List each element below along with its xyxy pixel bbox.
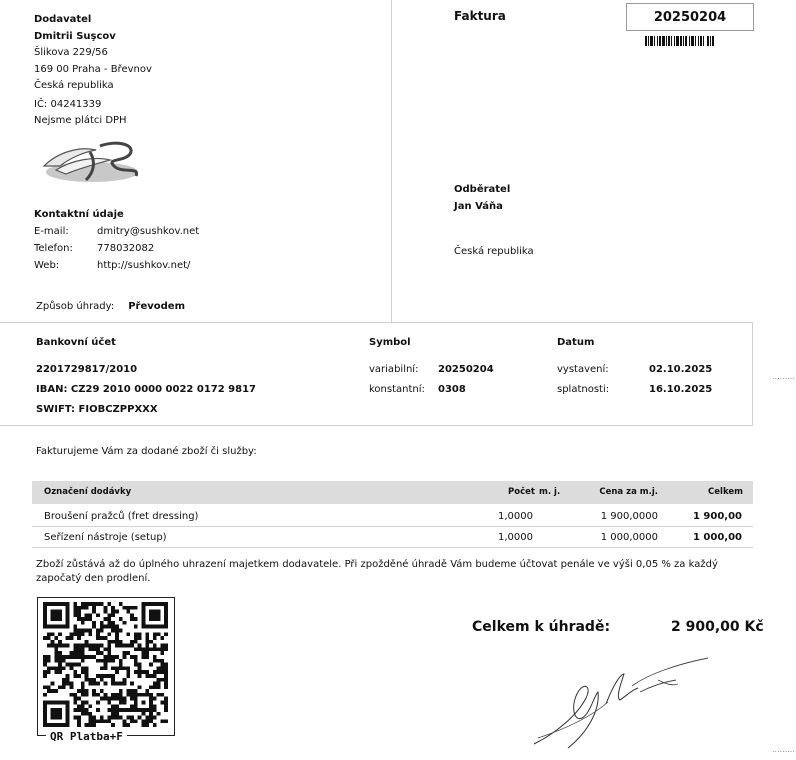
- constant-symbol: 0308: [438, 384, 466, 395]
- payment-label: Způsob úhrady:: [36, 301, 115, 312]
- row-unit-price: 1 000,0000: [600, 532, 658, 543]
- supplier-block: [34, 12, 152, 130]
- row-qty: 1,0000: [498, 511, 533, 522]
- web-label: Web:: [34, 260, 60, 271]
- symbol-heading: Symbol: [369, 337, 411, 348]
- issue-date-label: vystavení:: [557, 364, 609, 375]
- contact-phone-row: [34, 243, 154, 254]
- due-date: 16.10.2025: [649, 384, 713, 395]
- payment-method: [36, 301, 185, 312]
- variable-symbol-label: variabilní:: [369, 364, 419, 375]
- supplier-country: Česká republika: [34, 80, 114, 91]
- signature: [528, 652, 713, 752]
- ownership-note: Zboží zůstává až do úplného uhrazení majetkem dodavatele. Při zpožděné úhradě Vám budeme účtovat penále ve výši 0,05 % za každý započatý den prodlení.: [36, 559, 718, 584]
- row-total: 1 900,00: [692, 511, 742, 522]
- row-total: 1 000,00: [692, 532, 742, 543]
- issue-date: 02.10.2025: [649, 364, 713, 375]
- customer-heading: Odběratel: [454, 184, 511, 195]
- customer-country: Česká republika: [454, 246, 534, 257]
- dotted-mark: .........: [772, 372, 795, 381]
- row-item: Broušení pražců (fret dressing): [44, 511, 199, 522]
- web-value[interactable]: http://sushkov.net/: [97, 260, 191, 271]
- bank-account-column: [36, 337, 256, 420]
- phone-label: Telefon:: [34, 243, 73, 254]
- supplier-street: Šlikova 229/56: [34, 47, 108, 58]
- table-row: [32, 507, 753, 527]
- contact-email-row: [34, 226, 199, 237]
- dotted-mark: .........: [772, 745, 795, 754]
- email-value[interactable]: dmitry@sushkov.net: [97, 226, 200, 237]
- row-item: Seřízení nástroje (setup): [44, 532, 167, 543]
- dates-column: [557, 337, 712, 400]
- row-qty: 1,0000: [498, 532, 533, 543]
- bank-iban: IBAN: CZ29 2010 0000 0022 0172 9817: [36, 384, 257, 395]
- invoice-title: Faktura: [454, 9, 506, 23]
- vertical-divider: [391, 0, 392, 322]
- total-amount: 2 900,00 Kč: [671, 619, 764, 635]
- customer-name: Jan Váňa: [454, 201, 503, 212]
- contact-heading: Kontaktní údaje: [34, 209, 124, 220]
- symbol-column: [369, 337, 494, 400]
- qr-label: QR Platba+F: [46, 730, 127, 743]
- col-header-unit: m. j.: [539, 487, 561, 497]
- supplier-name: Dmitrii Suşcov: [34, 30, 116, 42]
- supplier-vat: Nejsme plátci DPH: [34, 115, 127, 126]
- table-row: [32, 528, 753, 548]
- items-table-header: [32, 481, 753, 504]
- col-header-item: Označení dodávky: [44, 487, 132, 497]
- supplier-ico: IČ: 04241339: [34, 98, 102, 110]
- due-date-label: splatnosti:: [557, 384, 610, 395]
- variable-symbol: 20250204: [438, 364, 494, 375]
- phone-value: 778032082: [97, 243, 155, 254]
- supplier-heading: Dodavatel: [34, 14, 92, 25]
- email-label: E-mail:: [34, 226, 69, 237]
- invoice-intro: Fakturujeme Vám za dodané zboží či služby:: [36, 446, 257, 457]
- bank-swift: SWIFT: FIOBCZPPXXX: [36, 404, 158, 415]
- supplier-city: 169 00 Praha - Břevnov: [34, 63, 152, 75]
- customer-block: [454, 181, 510, 215]
- row-unit-price: 1 900,0000: [600, 511, 658, 522]
- barcode: [645, 36, 735, 46]
- qr-code: [43, 602, 168, 727]
- bank-account: 2201729817/2010: [36, 364, 138, 375]
- col-header-qty: Počet: [508, 487, 535, 497]
- payment-value: Převodem: [128, 301, 186, 312]
- invoice-number: 20250204: [626, 3, 754, 31]
- col-header-total: Celkem: [708, 487, 743, 497]
- total-label: Celkem k úhradě:: [472, 619, 611, 635]
- bank-heading: Bankovní účet: [36, 337, 116, 348]
- company-logo: [36, 136, 144, 188]
- constant-symbol-label: konstantní:: [369, 384, 425, 395]
- col-header-unit-price: Cena za m.j.: [599, 487, 658, 497]
- contact-web-row: [34, 260, 190, 271]
- dates-heading: Datum: [557, 337, 595, 348]
